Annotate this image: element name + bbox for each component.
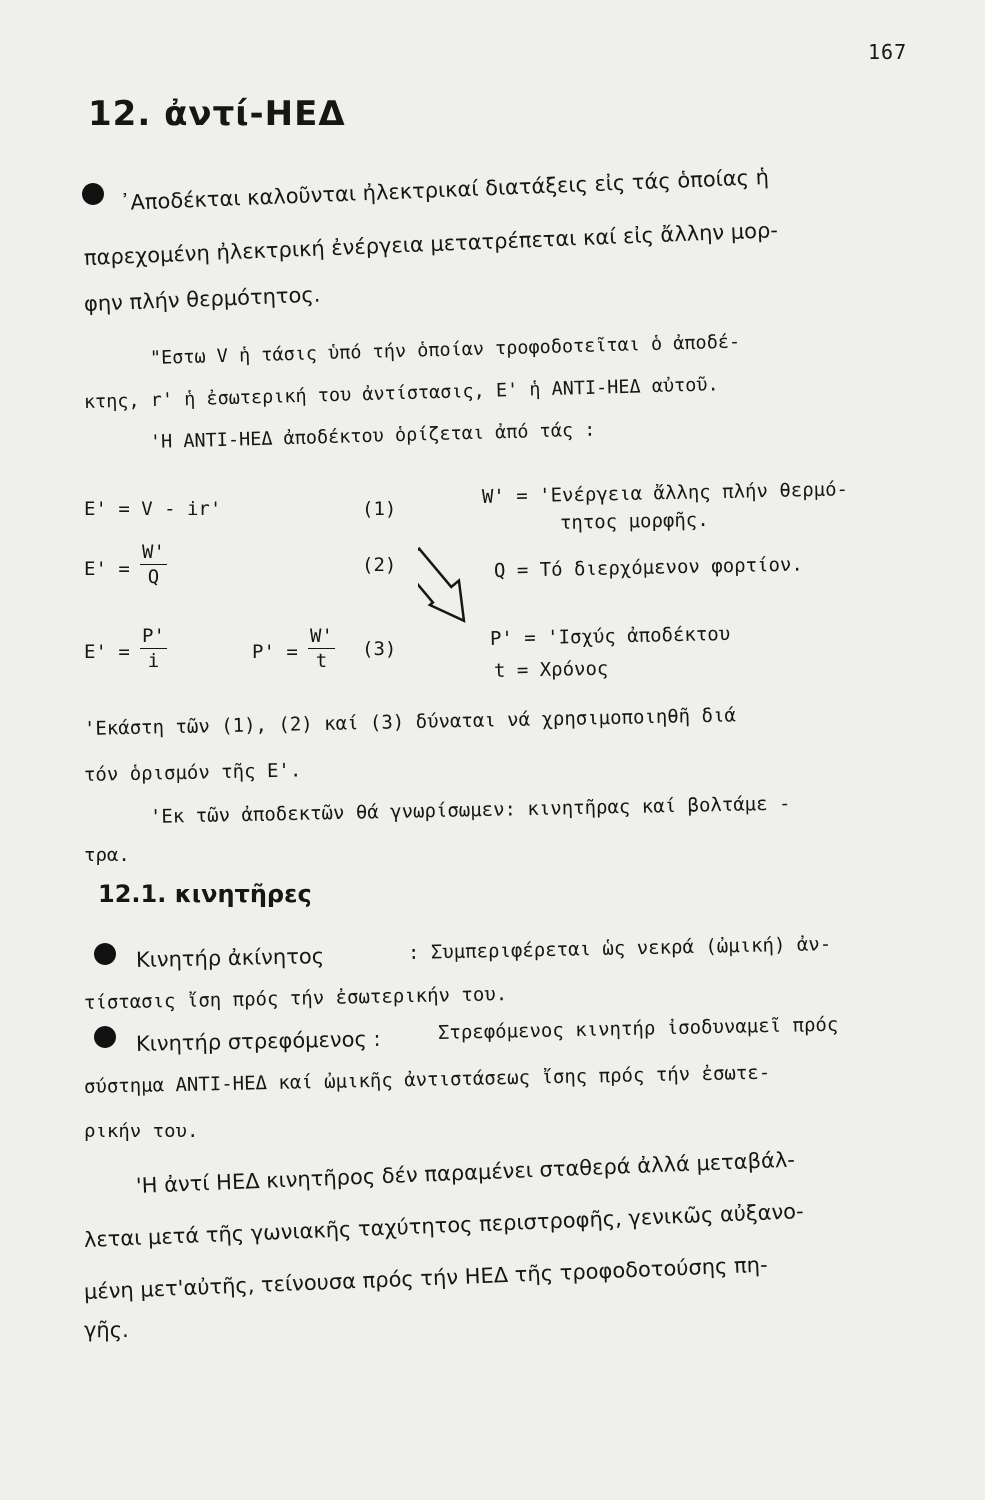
item-2-continuation-2: ρικήν του. (84, 1120, 199, 1142)
closing-line-3: μένη μετ'αὐτῆς, τείνουσα πρός τήν ΗΕΔ τῆς τροφοδοτούσης πη- (83, 1252, 769, 1304)
equation-2-lhs: E' = (84, 558, 130, 580)
usage-line-4: τρα. (84, 844, 130, 866)
bracket-arrow-icon (418, 540, 466, 632)
item-2-text: Στρεφόμενος κινητήρ ἰσοδυναμεῖ πρός (437, 1013, 839, 1044)
usage-line-1: 'Εκάστη τῶν (1), (2) καί (3) δύναται νά χρησιμοποιηθῆ διά (83, 704, 737, 740)
item-1-label: Κινητήρ ἀκίνητος (135, 944, 325, 972)
equation-3b-numerator: W' (310, 625, 333, 647)
equation-2-fraction (140, 543, 167, 587)
bullet-icon (94, 943, 116, 965)
equation-1-tag: (1) (362, 498, 397, 520)
legend-t: t = Χρόνος (493, 657, 609, 682)
item-2-continuation-1: σύστημα ΑΝΤΙ-ΗΕΔ καί ὠμικῆς ἀντιστάσεως ἴσης πρός τήν ἐσωτε- (83, 1061, 771, 1098)
intro-line-3: φην πλήν θερμότητος. (83, 282, 321, 316)
equation-3b-denominator: t (315, 650, 328, 672)
equation-3b-fraction (308, 627, 335, 671)
legend-p: P' = 'Ισχύς ἀποδέκτου (489, 622, 731, 650)
intro-line-1: ᾽Αποδέκται καλοῦνται ἠλεκτρικαί διατάξεις εἰς τάς ὁποίας ἡ (119, 164, 770, 215)
item-1-continuation: τίστασις ἴση πρός τήν ἐσωτερικήν του. (83, 983, 508, 1014)
equation-3a-lhs: E' = (84, 641, 130, 663)
equation-2-tag: (2) (362, 554, 397, 576)
chapter-heading: 12. ἀντί-ΗΕΔ (88, 94, 346, 134)
equation-1: E' = V - ir' (84, 498, 222, 520)
equation-2-denominator: Q (147, 566, 160, 588)
intro-line-2: παρεχομένη ἠλεκτρική ἐνέργεια μετατρέπεται καί εἰς ἄλλην μορ- (83, 218, 779, 270)
bullet-icon (82, 183, 104, 205)
usage-line-2: τόν ὁρισμόν τῆς E'. (83, 759, 302, 786)
section-heading: 12.1. κινητῆρες (98, 880, 312, 908)
closing-line-2: λεται μετά τῆς γωνιακῆς ταχύτητος περιστροφῆς, γενικῶς αὐξανο- (83, 1199, 805, 1252)
equation-3a-numerator: P' (142, 625, 165, 647)
bullet-icon (94, 1026, 116, 1048)
closing-line-4: γῆς. (84, 1318, 129, 1342)
item-1-text: : Συμπεριφέρεται ὡς νεκρά (ὠμική) ἀν- (407, 933, 832, 964)
definition-line-3: 'Η ΑΝΤΙ-ΗΕΔ ἀποδέκτου ὁρίζεται ἀπό τάς : (149, 419, 596, 453)
legend-q: Q = Τό διερχόμενον φορτίον. (493, 553, 804, 582)
legend-w-line-2: τητος μορφῆς. (559, 508, 709, 534)
equation-3a-fraction (140, 627, 167, 671)
legend-w-line-1: W' = 'Ενέργεια ἄλλης πλήν θερμό- (481, 478, 849, 508)
definition-line-1: "Εστω V ἡ τάσις ὑπό τήν ὁποίαν τροφοδοτεῖται ὁ ἀποδέ- (149, 331, 741, 369)
item-2-label: Κινητήρ στρεφόμενος : (135, 1026, 381, 1056)
usage-line-3: 'Εκ τῶν ἀποδεκτῶν θά γνωρίσωμεν: κινητῆρας καί βολτάμε - (149, 792, 791, 828)
closing-line-1: 'Η ἀντί ΗΕΔ κινητῆρος δέν παραμένει σταθερά ἀλλά μεταβάλ- (135, 1147, 796, 1198)
page-number: 167 (868, 40, 908, 64)
equation-3-tag: (3) (362, 638, 397, 660)
equation-2-numerator: W' (142, 541, 165, 563)
equation-3a-denominator: i (147, 650, 160, 672)
definition-line-2: κτης, r' ἡ ἐσωτερική του ἀντίστασις, E' ἡ ΑΝΤΙ-ΗΕΔ αὐτοῦ. (83, 374, 719, 413)
equation-3b-lhs: P' = (252, 641, 298, 663)
